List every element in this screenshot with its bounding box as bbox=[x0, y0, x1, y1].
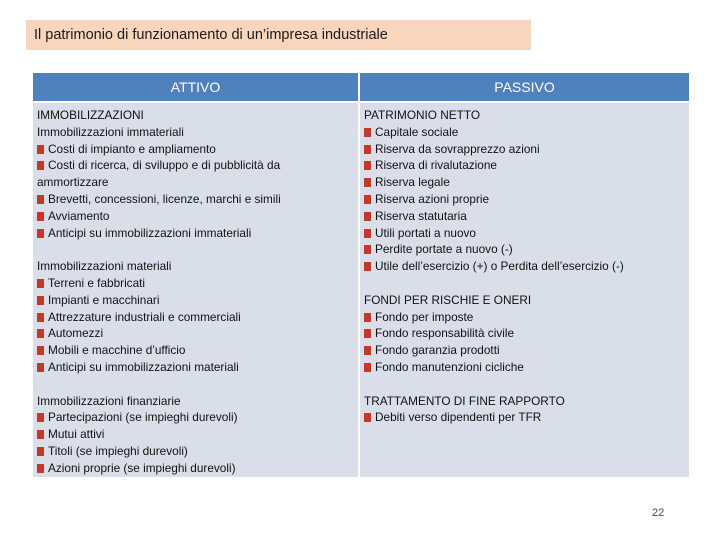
bullet-icon bbox=[364, 229, 371, 238]
list-item: Riserva azioni proprie bbox=[364, 191, 685, 208]
list-item: Azioni proprie (se impieghi durevoli) bbox=[37, 460, 354, 477]
bullet-icon bbox=[364, 145, 371, 154]
list-item: Fondo garanzia prodotti bbox=[364, 342, 685, 359]
list-item: Anticipi su immobilizzazioni immateriali bbox=[37, 225, 354, 242]
list-item: Impianti e macchinari bbox=[37, 292, 354, 309]
bullet-icon bbox=[37, 296, 44, 305]
header-passivo: PASSIVO bbox=[360, 73, 689, 101]
list-item: Mobili e macchine d’ufficio bbox=[37, 342, 354, 359]
list-item: Riserva legale bbox=[364, 174, 685, 191]
bullet-icon bbox=[364, 212, 371, 221]
bullet-icon bbox=[37, 279, 44, 288]
list-item: Fondo manutenzioni cicliche bbox=[364, 359, 685, 376]
bullet-icon bbox=[37, 229, 44, 238]
bullet-icon bbox=[37, 212, 44, 221]
bullet-icon bbox=[37, 313, 44, 322]
list-item: Terreni e fabbricati bbox=[37, 275, 354, 292]
list-item: Attrezzature industriali e commerciali bbox=[37, 309, 354, 326]
section-title: TRATTAMENTO DI FINE RAPPORTO bbox=[364, 393, 565, 408]
list-item: Utili portati a nuovo bbox=[364, 225, 685, 242]
slide-title-box bbox=[26, 20, 531, 50]
list-item: Fondo responsabilità civile bbox=[364, 325, 685, 342]
list-item: Debiti verso dipendenti per TFR bbox=[364, 409, 685, 426]
list-item: Anticipi su immobilizzazioni materiali bbox=[37, 359, 354, 376]
bullet-icon bbox=[364, 128, 371, 137]
bullet-icon bbox=[364, 346, 371, 355]
slide-title: Il patrimonio di funzionamento di un’impresa industriale bbox=[34, 27, 388, 43]
list-item: Costi di impianto e ampliamento bbox=[37, 141, 354, 158]
list-item: Titoli (se impieghi durevoli) bbox=[37, 443, 354, 460]
list-item: Partecipazioni (se impieghi durevoli) bbox=[37, 409, 354, 426]
bullet-icon bbox=[37, 195, 44, 204]
bullet-icon bbox=[37, 464, 44, 473]
bullet-icon bbox=[364, 195, 371, 204]
bullet-icon bbox=[37, 161, 44, 170]
section-title: Immobilizzazioni materiali bbox=[37, 259, 172, 274]
bullet-icon bbox=[364, 161, 371, 170]
list-item: Costi di ricerca, di sviluppo e di pubblicità da ammortizzare bbox=[37, 158, 281, 190]
list-item: Riserva statutaria bbox=[364, 208, 685, 225]
bullet-icon bbox=[37, 447, 44, 456]
list-item: Capitale sociale bbox=[364, 124, 685, 141]
bullet-icon bbox=[364, 329, 371, 338]
bullet-icon bbox=[37, 363, 44, 372]
section-title: Immobilizzazioni finanziarie bbox=[37, 393, 181, 408]
header-attivo: ATTIVO bbox=[33, 73, 358, 101]
bullet-icon bbox=[364, 363, 371, 372]
section-title: PATRIMONIO NETTO bbox=[364, 108, 481, 122]
bullet-icon bbox=[364, 178, 371, 187]
list-item: Brevetti, concessioni, licenze, marchi e simili bbox=[37, 191, 354, 208]
attivo-heading: IMMOBILIZZAZIONI bbox=[37, 108, 144, 122]
section-title: FONDI PER RISCHIE E ONERI bbox=[364, 292, 532, 307]
list-item: Fondo per imposte bbox=[364, 309, 685, 326]
list-item: Riserva di rivalutazione bbox=[364, 157, 685, 174]
list-item: Automezzi bbox=[37, 325, 354, 342]
page-number: 22 bbox=[652, 507, 665, 519]
list-item: Mutui attivi bbox=[37, 426, 354, 443]
bullet-icon bbox=[364, 313, 371, 322]
bullet-icon bbox=[364, 245, 371, 254]
attivo-column bbox=[33, 103, 358, 477]
bullet-icon bbox=[37, 430, 44, 439]
list-item: Perdite portate a nuovo (-) bbox=[364, 241, 685, 258]
bullet-icon bbox=[37, 346, 44, 355]
list-item: Riserva da sovrapprezzo azioni bbox=[364, 141, 685, 158]
list-item: Avviamento bbox=[37, 208, 354, 225]
bullet-icon bbox=[364, 413, 371, 422]
bullet-icon bbox=[37, 329, 44, 338]
bullet-icon bbox=[364, 262, 371, 271]
balance-sheet-table bbox=[33, 73, 689, 477]
list-item: Utile dell’esercizio (+) o Perdita dell’esercizio (-) bbox=[364, 258, 685, 275]
section-title: Immobilizzazioni immateriali bbox=[37, 124, 184, 139]
passivo-column bbox=[360, 103, 689, 477]
bullet-icon bbox=[37, 145, 44, 154]
bullet-icon bbox=[37, 413, 44, 422]
